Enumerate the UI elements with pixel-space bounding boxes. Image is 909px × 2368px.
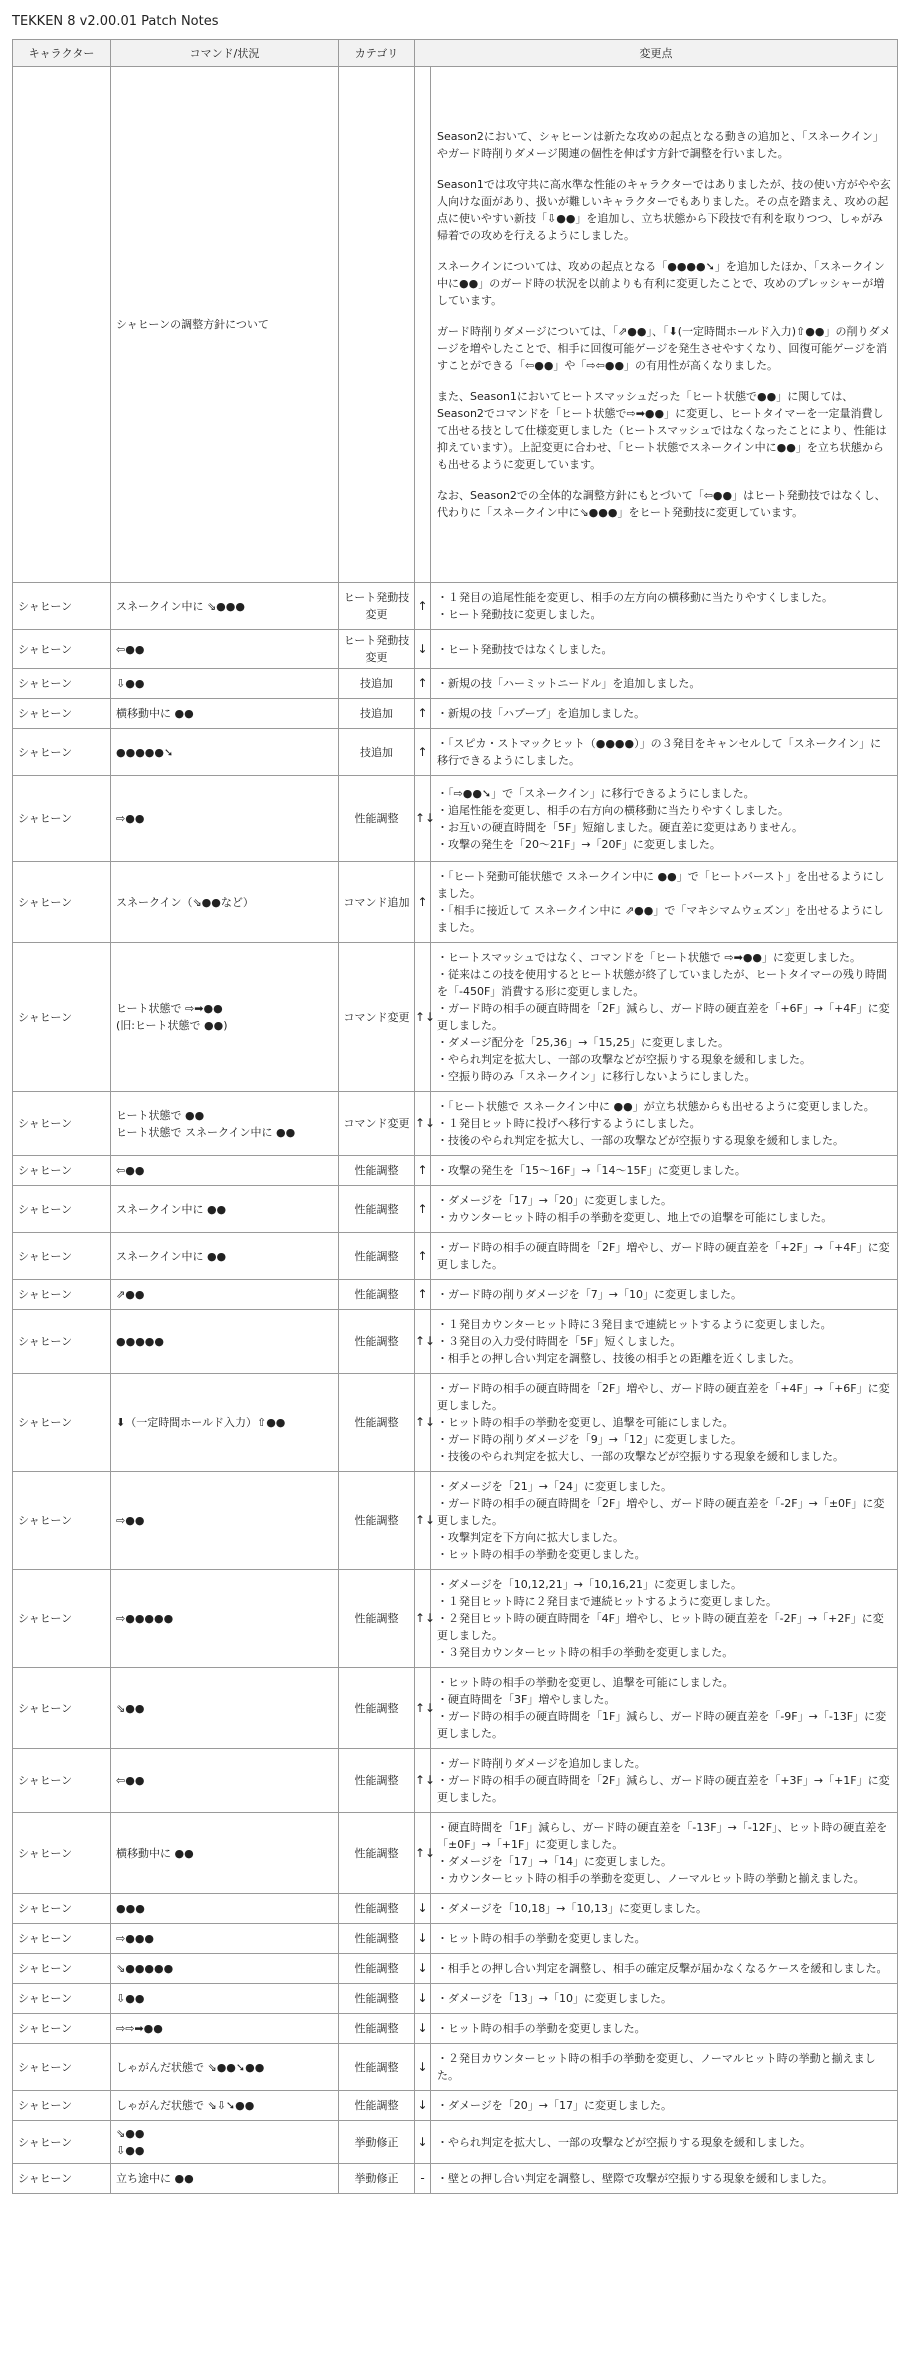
change-item: ・お互いの硬直時間を「5F」短縮しました。硬直差に変更はありません。: [437, 820, 803, 834]
change-item: ・「⇨●●➘」で「スネークイン」に移行できるようにしました。: [437, 786, 755, 800]
table-row: [13, 583, 898, 630]
command-text: しゃがんだ状態で ⇘●●➘●●: [116, 2060, 265, 2074]
direction-indicator: ↑↓: [415, 1310, 431, 1374]
changes-cell: [431, 2044, 898, 2091]
category-cell: 性能調整: [339, 1813, 415, 1894]
change-item: ・「スピカ・ストマックヒット（●●●●）」の３発目をキャンセルして「スネークイン」に移行できるようにしました。: [437, 737, 882, 767]
character-cell: シャヒーン: [13, 669, 111, 699]
character-cell: シャヒーン: [13, 2091, 111, 2121]
command-text: スネークイン中に ●●: [116, 1202, 227, 1216]
direction-indicator: ↓: [415, 2121, 431, 2164]
character-cell: シャヒーン: [13, 2014, 111, 2044]
character-cell: シャヒーン: [13, 1668, 111, 1749]
character-cell: シャヒーン: [13, 1570, 111, 1668]
command-cell: [111, 1984, 339, 2014]
character-cell: シャヒーン: [13, 2121, 111, 2164]
command-cell: [111, 1749, 339, 1813]
changes-cell: [431, 1280, 898, 1310]
change-item: ・技後のやられ判定を拡大し、一部の攻撃などが空振りする現象を緩和しました。: [437, 1134, 844, 1147]
command-cell: [111, 1092, 339, 1156]
direction-indicator: ↑↓: [415, 1472, 431, 1570]
patch-notes-table: [12, 39, 898, 2194]
character-cell: シャヒーン: [13, 1186, 111, 1233]
change-item: ・従来はこの技を使用するとヒート状態が終了していましたが、ヒートタイマーの残り時間を「-450F」消費する形に変更しました。: [437, 968, 887, 998]
change-item: ・攻撃の発生を「15～16F」→「14～15F」に変更しました。: [437, 1164, 746, 1177]
changes-cell: [431, 2164, 898, 2194]
table-row: [13, 1749, 898, 1813]
change-item: ・２発目カウンターヒット時の相手の挙動を変更し、ノーマルヒット時の挙動と揃えました。: [437, 2052, 876, 2082]
direction-indicator: ↑: [415, 862, 431, 943]
change-item: ・ヒット時の相手の挙動を変更し、追撃を可能にしました。: [437, 1416, 734, 1429]
character-cell: シャヒーン: [13, 1233, 111, 1280]
change-item: ・１発目カウンターヒット時に３発目まで連続ヒットするように変更しました。: [437, 1318, 832, 1331]
command-text: 立ち途中に ●●: [116, 2172, 194, 2185]
command-text: ⇩●●: [116, 2144, 145, 2157]
command-cell: [111, 669, 339, 699]
change-item: ・壁との押し合い判定を調整し、壁際で攻撃が空振りする現象を緩和しました。: [437, 2172, 833, 2185]
command-cell: [111, 2121, 339, 2164]
change-item: ・１発目ヒット時に２発目まで連続ヒットするように変更しました。: [437, 1595, 778, 1608]
intro-text: [431, 67, 898, 583]
changes-cell: [431, 776, 898, 862]
category-cell: 技追加: [339, 669, 415, 699]
command-text: ⇘●●●●●: [116, 1962, 174, 1975]
command-text: しゃがんだ状態で ⇘⇩➘●●: [116, 2099, 255, 2112]
character-cell: シャヒーン: [13, 699, 111, 729]
change-item: ・追尾性能を変更し、相手の右方向の横移動に当たりやすくしました。: [437, 803, 789, 817]
direction-indicator: ↓: [415, 2014, 431, 2044]
category-cell: 性能調整: [339, 1280, 415, 1310]
category-cell: ヒート発動技変更: [339, 583, 415, 630]
character-cell: シャヒーン: [13, 1894, 111, 1924]
table-row: [13, 2121, 898, 2164]
command-text: ⇦●●: [116, 1774, 145, 1787]
character-cell: シャヒーン: [13, 1813, 111, 1894]
change-item: ・「相手に接近して スネークイン中に ⇗●●」で「マキシマムウェズン」を出せるようにしました。: [437, 904, 884, 934]
category-cell: 性能調整: [339, 1749, 415, 1813]
command-text: ⇘●●: [116, 1701, 145, 1715]
character-cell: シャヒーン: [13, 1374, 111, 1472]
command-text: ⇩●●: [116, 1992, 145, 2005]
change-item: ・ダメージを「13」→「10」に変更しました。: [437, 1992, 672, 2005]
command-cell: [111, 776, 339, 862]
table-row: [13, 943, 898, 1092]
change-item: ・ダメージを「10,18」→「10,13」に変更しました。: [437, 1902, 707, 1915]
change-item: ・ヒット時の相手の挙動を変更しました。: [437, 2022, 646, 2035]
command-text: ヒート状態で スネークイン中に ●●: [116, 1125, 296, 1139]
character-cell: シャヒーン: [13, 2164, 111, 2194]
character-cell: シャヒーン: [13, 729, 111, 776]
change-item: ・相手との押し合い判定を調整し、相手の確定反撃が届かなくなるケースを緩和しました。: [437, 1962, 888, 1975]
changes-cell: [431, 1894, 898, 1924]
header-category: カテゴリ: [339, 40, 415, 67]
change-item: ・ガード時の相手の硬直時間を「2F」減らし、ガード時の硬直差を「+3F」→「+1F」に変更しました。: [437, 1774, 890, 1804]
category-cell: 性能調整: [339, 1984, 415, 2014]
command-cell: [111, 1186, 339, 1233]
table-row: [13, 1092, 898, 1156]
change-item: ・ガード時の相手の硬直時間を「2F」増やし、ガード時の硬直差を「+2F」→「+4F」に変更しました。: [437, 1241, 890, 1271]
changes-cell: [431, 2121, 898, 2164]
table-row: [13, 1310, 898, 1374]
intro-paragraph: ガード時削りダメージについては、「⇗●●」、「⬇(一定時間ホールド入力)⇧●●」の削りダメージを増やしたことで、相手に回復可能ゲージを発生させやすくなり、回復可能ゲージを消すことができる「⇦●●」や「⇨⇦●●」の有用性が高くなりました。: [437, 325, 891, 372]
change-item: ・ダメージ配分を「25,36」→「15,25」に変更しました。: [437, 1036, 729, 1049]
category-cell: 性能調整: [339, 1954, 415, 1984]
changes-cell: [431, 2014, 898, 2044]
command-text: ⇨●●●: [116, 1932, 155, 1945]
category-cell: 性能調整: [339, 1310, 415, 1374]
change-item: ・ガード時の相手の硬直時間を「2F」増やし、ガード時の硬直差を「+4F」→「+6F」に変更しました。: [437, 1382, 890, 1412]
direction-indicator: ↓: [415, 1984, 431, 2014]
command-cell: [111, 583, 339, 630]
change-item: ・硬直時間を「1F」減らし、ガード時の硬直差を「-13F」→「-12F」、ヒット時の硬直差を「±0F」→「+1F」に変更しました。: [437, 1821, 888, 1851]
changes-cell: [431, 729, 898, 776]
table-row: [13, 1156, 898, 1186]
character-cell: シャヒーン: [13, 2044, 111, 2091]
change-item: ・攻撃判定を下方向に拡大しました。: [437, 1531, 624, 1544]
character-cell: シャヒーン: [13, 1092, 111, 1156]
change-item: ・ガード時の削りダメージを「9」→「12」に変更しました。: [437, 1433, 742, 1446]
table-row: [13, 630, 898, 669]
direction-indicator: ↓: [415, 1954, 431, 1984]
change-item: ・「ヒート状態で スネークイン中に ●●」が立ち状態からも出せるように変更しました。: [437, 1100, 875, 1113]
header-character: キャラクター: [13, 40, 111, 67]
command-text: ●●●●●: [116, 1335, 164, 1348]
command-cell: [111, 1894, 339, 1924]
change-item: ・カウンターヒット時の相手の挙動を変更し、ノーマルヒット時の挙動と揃えました。: [437, 1872, 865, 1885]
changes-cell: [431, 1749, 898, 1813]
direction-indicator: ↑↓: [415, 1570, 431, 1668]
direction-indicator: ↑: [415, 669, 431, 699]
changes-cell: [431, 630, 898, 669]
character-cell: シャヒーン: [13, 776, 111, 862]
category-cell: コマンド変更: [339, 1092, 415, 1156]
direction-indicator: ↓: [415, 1894, 431, 1924]
command-cell: [111, 1924, 339, 1954]
changes-cell: [431, 1233, 898, 1280]
header-changes: 変更点: [415, 40, 898, 67]
changes-cell: [431, 1924, 898, 1954]
change-item: ・ガード時の相手の硬直時間を「2F」増やし、ガード時の硬直差を「-2F」→「±0F」に変更しました。: [437, 1497, 885, 1527]
command-text: ⇦●●: [116, 1164, 145, 1177]
intro-paragraph: なお、Season2での全体的な調整方針にもとづいて「⇦●●」はヒート発動技ではなくし、代わりに「スネークイン中に⇘●●●」をヒート発動技に変更しています。: [437, 489, 886, 519]
direction-indicator: ↑: [415, 1280, 431, 1310]
direction-indicator: ↑: [415, 583, 431, 630]
command-cell: [111, 2091, 339, 2121]
character-cell: シャヒーン: [13, 583, 111, 630]
character-cell: シャヒーン: [13, 1472, 111, 1570]
changes-cell: [431, 943, 898, 1092]
direction-indicator: ↓: [415, 2044, 431, 2091]
direction-indicator: ↑↓: [415, 943, 431, 1092]
character-cell: シャヒーン: [13, 630, 111, 669]
change-item: ・空振り時のみ「スネークイン」に移行しないようにしました。: [437, 1070, 756, 1083]
intro-label: シャヒーンの調整方針について: [111, 67, 339, 583]
category-cell: 性能調整: [339, 1233, 415, 1280]
command-text: ⇨●●●●●: [116, 1612, 174, 1625]
category-cell: 挙動修正: [339, 2121, 415, 2164]
command-text: ⇨●●: [116, 812, 145, 825]
category-cell: 技追加: [339, 729, 415, 776]
category-cell: 性能調整: [339, 1374, 415, 1472]
table-row: [13, 2091, 898, 2121]
category-cell: 挙動修正: [339, 2164, 415, 2194]
command-cell: [111, 1570, 339, 1668]
changes-cell: [431, 1092, 898, 1156]
command-cell: [111, 1472, 339, 1570]
changes-cell: [431, 699, 898, 729]
changes-cell: [431, 583, 898, 630]
category-cell: 性能調整: [339, 2044, 415, 2091]
character-cell: シャヒーン: [13, 1280, 111, 1310]
table-row: [13, 1186, 898, 1233]
category-cell: 性能調整: [339, 1156, 415, 1186]
change-item: ・ヒット時の相手の挙動を変更し、追撃を可能にしました。: [437, 1676, 734, 1689]
command-cell: [111, 862, 339, 943]
command-text: スネークイン中に ●●: [116, 1249, 227, 1263]
direction-indicator: ↑↓: [415, 1749, 431, 1813]
direction-indicator: ↑↓: [415, 1668, 431, 1749]
category-cell: 性能調整: [339, 776, 415, 862]
character-cell: シャヒーン: [13, 1310, 111, 1374]
change-item: ・硬直時間を「3F」増やしました。: [437, 1693, 616, 1706]
change-item: ・ガード時の相手の硬直時間を「1F」減らし、ガード時の硬直差を「-9F」→「-13F」に変更しました。: [437, 1710, 887, 1740]
change-item: ・ダメージを「20」→「17」に変更しました。: [437, 2099, 672, 2112]
direction-indicator: ↓: [415, 1924, 431, 1954]
command-cell: [111, 729, 339, 776]
table-row: [13, 1233, 898, 1280]
intro-paragraph: また、Season1においてヒートスマッシュだった「ヒート状態で●●」に関しては、Season2でコマンドを「ヒート状態で⇨➡●●」に変更し、ヒートタイマーを一定量消費して出せる技として仕様変更しました（ヒートスマッシュではなくなったことにより、性能は抑えています）。上記変更に合わせ、「ヒート状態でスネークイン中に●●」を立ち状態からも出せるように変更しています。: [437, 390, 887, 471]
changes-cell: [431, 1954, 898, 1984]
command-text: ⇨⇨➡●●: [116, 2022, 163, 2035]
category-cell: 性能調整: [339, 1924, 415, 1954]
change-item: ・新規の技「ハブーブ」を追加しました。: [437, 707, 646, 720]
category-cell: コマンド変更: [339, 943, 415, 1092]
character-cell: シャヒーン: [13, 1984, 111, 2014]
character-cell: シャヒーン: [13, 943, 111, 1092]
command-text: 横移動中に ●●: [116, 707, 194, 720]
direction-indicator: ↑: [415, 1233, 431, 1280]
table-row: [13, 1374, 898, 1472]
command-text: 横移動中に ●●: [116, 1846, 194, 1860]
intro-character-cell: [13, 67, 111, 583]
change-item: ・ダメージを「17」→「14」に変更しました。: [437, 1855, 672, 1868]
direction-indicator: ↑↓: [415, 1813, 431, 1894]
changes-cell: [431, 1668, 898, 1749]
direction-indicator: ↑: [415, 729, 431, 776]
command-text: (旧:ヒート状態で ●●): [116, 1019, 228, 1032]
command-text: スネークイン（⇘●●など）: [116, 895, 254, 909]
category-cell: 性能調整: [339, 1668, 415, 1749]
command-text: ⇩●●: [116, 677, 145, 690]
command-text: ⇘●●: [116, 2127, 145, 2140]
intro-row: [13, 67, 898, 583]
category-cell: 性能調整: [339, 1472, 415, 1570]
header-command: コマンド/状況: [111, 40, 339, 67]
table-row: [13, 776, 898, 862]
changes-cell: [431, 1813, 898, 1894]
command-cell: [111, 2044, 339, 2091]
direction-indicator: ↓: [415, 630, 431, 669]
character-cell: シャヒーン: [13, 1954, 111, 1984]
command-text: ヒート状態で ●●: [116, 1108, 205, 1122]
command-cell: [111, 1310, 339, 1374]
table-row: [13, 1570, 898, 1668]
command-text: ⇨●●: [116, 1514, 145, 1527]
change-item: ・ヒートスマッシュではなく、コマンドを「ヒート状態で ⇨➡●●」に変更しました。: [437, 951, 862, 964]
changes-cell: [431, 862, 898, 943]
command-text: ⇗●●: [116, 1288, 145, 1301]
category-cell: コマンド追加: [339, 862, 415, 943]
table-row: [13, 1954, 898, 1984]
table-row: [13, 1894, 898, 1924]
command-cell: [111, 1954, 339, 1984]
table-header-row: [13, 40, 898, 67]
character-cell: シャヒーン: [13, 1156, 111, 1186]
table-row: [13, 1472, 898, 1570]
table-row: [13, 2014, 898, 2044]
change-item: ・ダメージを「10,12,21」→「10,16,21」に変更しました。: [437, 1578, 742, 1591]
changes-cell: [431, 2091, 898, 2121]
command-cell: [111, 1156, 339, 1186]
category-cell: 技追加: [339, 699, 415, 729]
change-item: ・技後のやられ判定を拡大し、一部の攻撃などが空振りする現象を緩和しました。: [437, 1450, 844, 1463]
command-cell: [111, 699, 339, 729]
command-text: ●●●●●➘: [116, 745, 174, 759]
character-cell: シャヒーン: [13, 1924, 111, 1954]
direction-indicator: ↑: [415, 1186, 431, 1233]
change-item: ・２発目ヒット時の硬直時間を「4F」増やし、ヒット時の硬直差を「-2F」→「+2F」に変更しました。: [437, 1612, 884, 1642]
intro-paragraph: Season2において、シャヒーンは新たな攻めの起点となる動きの追加と、「スネークイン」やガード時削りダメージ関連の個性を伸ばす方針で調整を行いました。: [437, 130, 884, 160]
changes-cell: [431, 1472, 898, 1570]
changes-cell: [431, 1374, 898, 1472]
table-row: [13, 1984, 898, 2014]
character-cell: シャヒーン: [13, 1749, 111, 1813]
table-row: [13, 1924, 898, 1954]
intro-paragraph: スネークインについては、攻めの起点となる「●●●●➘」を追加したほか、「スネークイン中に●●」のガード時の状況を以前よりも有利に変更したことで、攻めのプレッシャーが増しています。: [437, 260, 885, 307]
change-item: ・カウンターヒット時の相手の挙動を変更し、地上での追撃を可能にしました。: [437, 1211, 833, 1224]
change-item: ・３発目の入力受付時間を「5F」短くしました。: [437, 1335, 682, 1348]
category-cell: 性能調整: [339, 1186, 415, 1233]
intro-arrow-cell: [415, 67, 431, 583]
direction-indicator: -: [415, 2164, 431, 2194]
change-item: ・やられ判定を拡大し、一部の攻撃などが空振りする現象を緩和しました。: [437, 1053, 811, 1066]
table-row: [13, 2044, 898, 2091]
command-cell: [111, 630, 339, 669]
change-item: ・ガード時削りダメージを追加しました。: [437, 1757, 646, 1770]
table-row: [13, 699, 898, 729]
table-row: [13, 729, 898, 776]
table-row: [13, 1668, 898, 1749]
changes-cell: [431, 1156, 898, 1186]
command-text: スネークイン中に ⇘●●●: [116, 599, 245, 613]
change-item: ・ガード時の削りダメージを「7」→「10」に変更しました。: [437, 1288, 742, 1301]
change-item: ・１発目の追尾性能を変更し、相手の左方向の横移動に当たりやすくしました。: [437, 591, 833, 604]
change-item: ・新規の技「ハーミットニードル」を追加しました。: [437, 677, 701, 690]
change-item: ・ヒット時の相手の挙動を変更しました。: [437, 1548, 646, 1561]
category-cell: ヒート発動技変更: [339, 630, 415, 669]
change-item: ・攻撃の発生を「20～21F」→「20F」に変更しました。: [437, 837, 721, 851]
change-item: ・３発目カウンターヒット時の相手の挙動を変更しました。: [437, 1646, 734, 1659]
direction-indicator: ↑↓: [415, 1374, 431, 1472]
intro-category-cell: [339, 67, 415, 583]
changes-cell: [431, 1186, 898, 1233]
changes-cell: [431, 1984, 898, 2014]
command-text: ⇦●●: [116, 642, 145, 656]
command-cell: [111, 1280, 339, 1310]
direction-indicator: ↑: [415, 699, 431, 729]
category-cell: 性能調整: [339, 1570, 415, 1668]
table-row: [13, 1813, 898, 1894]
direction-indicator: ↑↓: [415, 1092, 431, 1156]
intro-paragraph: Season1では攻守共に高水準な性能のキャラクターではありましたが、技の使い方がやや玄人向けな面があり、扱いが難しいキャラクターでもありました。その点を踏まえ、攻めの起点に使いやすい新技「⇩●●」を追加し、立ち状態から下段技で有利を取りつつ、しゃがみ帰着での攻めを行えるようにしました。: [437, 178, 891, 242]
change-item: ・ダメージを「21」→「24」に変更しました。: [437, 1480, 672, 1493]
command-text: ヒート状態で ⇨➡●●: [116, 1002, 223, 1015]
page-title: TEKKEN 8 v2.00.01 Patch Notes: [12, 14, 219, 29]
command-text: ⬇（一定時間ホールド入力）⇧●●: [116, 1416, 286, 1429]
category-cell: 性能調整: [339, 2014, 415, 2044]
changes-cell: [431, 1570, 898, 1668]
change-item: ・「ヒート発動可能状態で スネークイン中に ●●」で「ヒートバースト」を出せるようにしました。: [437, 870, 885, 900]
changes-cell: [431, 669, 898, 699]
command-cell: [111, 1374, 339, 1472]
change-item: ・ヒート発動技に変更しました。: [437, 608, 602, 621]
change-item: ・ヒット時の相手の挙動を変更しました。: [437, 1932, 646, 1945]
command-text: ●●●: [116, 1902, 145, 1915]
change-item: ・ガード時の相手の硬直時間を「2F」減らし、ガード時の硬直差を「+6F」→「+4F」に変更しました。: [437, 1002, 890, 1032]
direction-indicator: ↑↓: [415, 776, 431, 862]
direction-indicator: ↓: [415, 2091, 431, 2121]
table-row: [13, 862, 898, 943]
table-row: [13, 2164, 898, 2194]
command-cell: [111, 1813, 339, 1894]
changes-cell: [431, 1310, 898, 1374]
category-cell: 性能調整: [339, 1894, 415, 1924]
category-cell: 性能調整: [339, 2091, 415, 2121]
table-row: [13, 669, 898, 699]
character-cell: シャヒーン: [13, 862, 111, 943]
command-cell: [111, 2014, 339, 2044]
table-row: [13, 1280, 898, 1310]
direction-indicator: ↑: [415, 1156, 431, 1186]
change-item: ・ダメージを「17」→「20」に変更しました。: [437, 1194, 672, 1207]
command-cell: [111, 943, 339, 1092]
change-item: ・やられ判定を拡大し、一部の攻撃などが空振りする現象を緩和しました。: [437, 2135, 811, 2149]
change-item: ・相手との押し合い判定を調整し、技後の相手との距離を近くしました。: [437, 1352, 800, 1365]
change-item: ・１発目ヒット時に投げへ移行するようにしました。: [437, 1117, 701, 1130]
command-cell: [111, 2164, 339, 2194]
command-cell: [111, 1668, 339, 1749]
command-cell: [111, 1233, 339, 1280]
change-item: ・ヒート発動技ではなくしました。: [437, 642, 613, 656]
